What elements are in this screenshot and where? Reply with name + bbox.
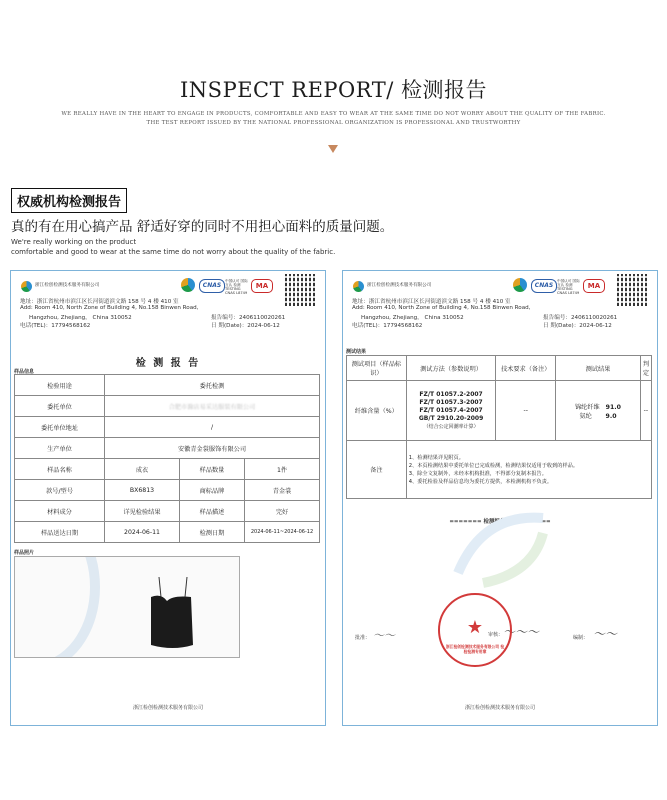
cell-value: / bbox=[105, 417, 320, 438]
subtitle-line-2: THE TEST REPORT ISSUED BY THE NATIONAL PROFESSIONAL ORGANIZATION IS PROFESSIONAL AND TRUSTWORTHY bbox=[146, 120, 521, 126]
method-line: GB/T 2910.20-2009 bbox=[418, 414, 484, 422]
header-result: 测试结果 bbox=[556, 356, 641, 381]
report-page-2 bbox=[342, 270, 658, 726]
fiber-value: 9.0 bbox=[605, 412, 617, 420]
cell-value: 安徽青金裳服饰有限公司 bbox=[105, 438, 320, 459]
address-cn: 地址：浙江省杭州市滨江区长河街道滨文路 158 号 4 楼 410 室 bbox=[20, 299, 179, 305]
approver-signature: 〜〜 bbox=[373, 629, 395, 642]
section-en-1: We're really working on the product bbox=[11, 238, 137, 246]
sample-info-label: 样品信息 bbox=[14, 369, 35, 375]
telephone: 电话(TEL)：17794568162 bbox=[352, 323, 423, 329]
doc-title: 检 测 报 告 bbox=[135, 358, 201, 369]
org-name: 浙江检创检测技术服务有限公司 bbox=[35, 283, 100, 288]
header-judgement: 判定 bbox=[640, 356, 651, 381]
address-en-1: Add: Room 410, North Zone of Building 4, No.158 Binwen Road, bbox=[352, 305, 531, 311]
ma-logo: MA bbox=[583, 279, 605, 293]
report-number: 报告编号：2406110020261 bbox=[543, 315, 618, 321]
note-line: 4、委托检验及样品信息均为委托方提供，本检测机构不负责。 bbox=[408, 478, 553, 485]
sample-photo bbox=[14, 556, 240, 658]
garment-image bbox=[15, 557, 239, 657]
cell-label: 商标品牌 bbox=[180, 480, 245, 501]
method-line: FZ/T 01057.4-2007 bbox=[419, 406, 483, 414]
cell-value: 1件 bbox=[245, 459, 320, 480]
item-fiber: 纤维含量（%） bbox=[347, 381, 407, 441]
section-heading: 权威机构检测报告 bbox=[11, 188, 127, 213]
cell-value: BX6813 bbox=[105, 480, 180, 501]
cell-value: 成衣 bbox=[105, 459, 180, 480]
cell-label: 样品数量 bbox=[180, 459, 245, 480]
header-item: 测试项目（样品标识） bbox=[347, 356, 407, 381]
page-title: INSPECT REPORT/ 检测报告 bbox=[180, 78, 487, 102]
report-page-1 bbox=[10, 270, 326, 726]
report-date: 日 期(Date)：2024-06-12 bbox=[211, 323, 280, 329]
fiber-name: 氨纶 bbox=[579, 412, 592, 420]
section-en-2: comfortable and good to wear at the same time do not worry about the quality of the fabric. bbox=[11, 248, 336, 256]
edit-label: 编制： bbox=[573, 635, 589, 641]
ilac-logo-icon bbox=[181, 278, 195, 292]
cell-label: 材料成分 bbox=[15, 501, 105, 522]
notes-label: 备注 bbox=[347, 441, 407, 499]
address-en-1: Add: Room 410, North Zone of Building 4, No.158 Binwen Road, bbox=[20, 305, 199, 311]
judgement: -- bbox=[640, 381, 651, 441]
editor-signature: 〜〜 bbox=[593, 627, 618, 641]
sample-info-table bbox=[14, 374, 320, 543]
org-name: 浙江检创检测技术服务有限公司 bbox=[367, 283, 432, 288]
seal-star-icon: ★ bbox=[466, 617, 484, 638]
address-en-2: Hangzhou, Zhejiang， China 310052 bbox=[361, 315, 464, 321]
qr-code-icon bbox=[617, 274, 649, 306]
header-requirement: 技术要求（备注） bbox=[496, 356, 556, 381]
cell-label: 检测日期 bbox=[180, 522, 245, 543]
cell-label: 检验用途 bbox=[15, 375, 105, 396]
review-label: 审核： bbox=[488, 632, 504, 638]
qr-code-icon bbox=[285, 274, 317, 306]
cell-label: 样品名称 bbox=[15, 459, 105, 480]
method-list bbox=[406, 381, 496, 441]
cell-label: 样品描述 bbox=[180, 501, 245, 522]
method-line: FZ/T 01057.3-2007 bbox=[419, 398, 483, 406]
note-line: 3、除全文复制外，未经本机构批准，不得部分复制本报告。 bbox=[408, 470, 547, 477]
result-label: 测试结果 bbox=[346, 349, 367, 355]
cell-value-blurred: 合肥市滁店易采达服装有限公司 bbox=[105, 396, 320, 417]
org-logo-icon bbox=[353, 281, 364, 292]
approve-label: 批准： bbox=[355, 635, 371, 641]
fiber-name: 锦纶纤维 bbox=[574, 403, 600, 411]
notes-list bbox=[406, 441, 651, 499]
address-cn: 地址：浙江省杭州市滨江区长河街道滨文路 158 号 4 楼 410 室 bbox=[352, 299, 511, 305]
cell-value: 2024-06-11 bbox=[105, 522, 180, 543]
cnas-logo: CNAS bbox=[199, 279, 225, 293]
report-date: 日 期(Date)：2024-06-12 bbox=[543, 323, 612, 329]
cell-value: 完好 bbox=[245, 501, 320, 522]
cell-label: 委托单位地址 bbox=[15, 417, 105, 438]
method-line: FZ/T 01057.2-2007 bbox=[419, 390, 483, 398]
section-lead: 真的有在用心搞产品 舒适好穿的同时不用担心面料的质量问题。 bbox=[11, 219, 394, 235]
telephone: 电话(TEL)：17794568162 bbox=[20, 323, 91, 329]
down-triangle-icon bbox=[328, 145, 338, 153]
subtitle-line-1: WE REALLY HAVE IN THE HEART TO ENGAGE IN PRODUCTS, COMFORTABLE AND EASY TO WEAR AT THE SAME TIME DO NOT WORRY ABOUT THE QUALITY OF THE FABRIC. bbox=[61, 111, 606, 117]
cell-label: 生产单位 bbox=[15, 438, 105, 459]
cnas-sub: 中国认可 国际互认 检测 TESTING CNAS L8749 bbox=[225, 279, 248, 295]
requirement: -- bbox=[496, 381, 556, 441]
org-logo-icon bbox=[21, 281, 32, 292]
fiber-value: 91.0 bbox=[605, 403, 621, 411]
cell-label: 款号/型号 bbox=[15, 480, 105, 501]
watermark-logo bbox=[443, 503, 553, 593]
method-note: （结合公定回潮率计算） bbox=[423, 423, 479, 430]
cell-value: 青金裳 bbox=[245, 480, 320, 501]
address-en-2: Hangzhou, Zhejiang， China 310052 bbox=[29, 315, 132, 321]
footer-org: 浙江检创检测技术服务有限公司 bbox=[464, 705, 535, 711]
ma-logo: MA bbox=[251, 279, 273, 293]
official-seal bbox=[438, 593, 512, 667]
report-end: ======= 检测报告结束 ======= bbox=[449, 519, 551, 525]
cnas-sub: 中国认可 国际互认 检测 TESTING CNAS L8749 bbox=[557, 279, 580, 295]
seal-text: 浙江检创检测技术服务有限公司 检验检测专用章 bbox=[445, 644, 505, 654]
cell-label: 委托单位 bbox=[15, 396, 105, 417]
note-line: 1、检测结果详见附页。 bbox=[408, 454, 464, 461]
result-values bbox=[556, 381, 641, 441]
header-method: 测试方法（参数说明） bbox=[406, 356, 496, 381]
ilac-logo-icon bbox=[513, 278, 527, 292]
cell-label: 样品送达日期 bbox=[15, 522, 105, 543]
cell-value: 委托检测 bbox=[105, 375, 320, 396]
cnas-logo: CNAS bbox=[531, 279, 557, 293]
reviewer-signature: 〜〜〜 bbox=[503, 625, 540, 639]
photo-label: 样品照片 bbox=[14, 550, 35, 556]
note-line: 2、本页检测结果中委托单位已完成检测，检测结果仅适用于收到的样品。 bbox=[408, 462, 579, 469]
cell-value: 2024-06-11~2024-06-12 bbox=[245, 522, 320, 543]
footer-org: 浙江检创检测技术服务有限公司 bbox=[132, 705, 203, 711]
result-table bbox=[346, 355, 652, 499]
cell-value: 详见检验结果 bbox=[105, 501, 180, 522]
report-number: 报告编号：2406110020261 bbox=[211, 315, 286, 321]
